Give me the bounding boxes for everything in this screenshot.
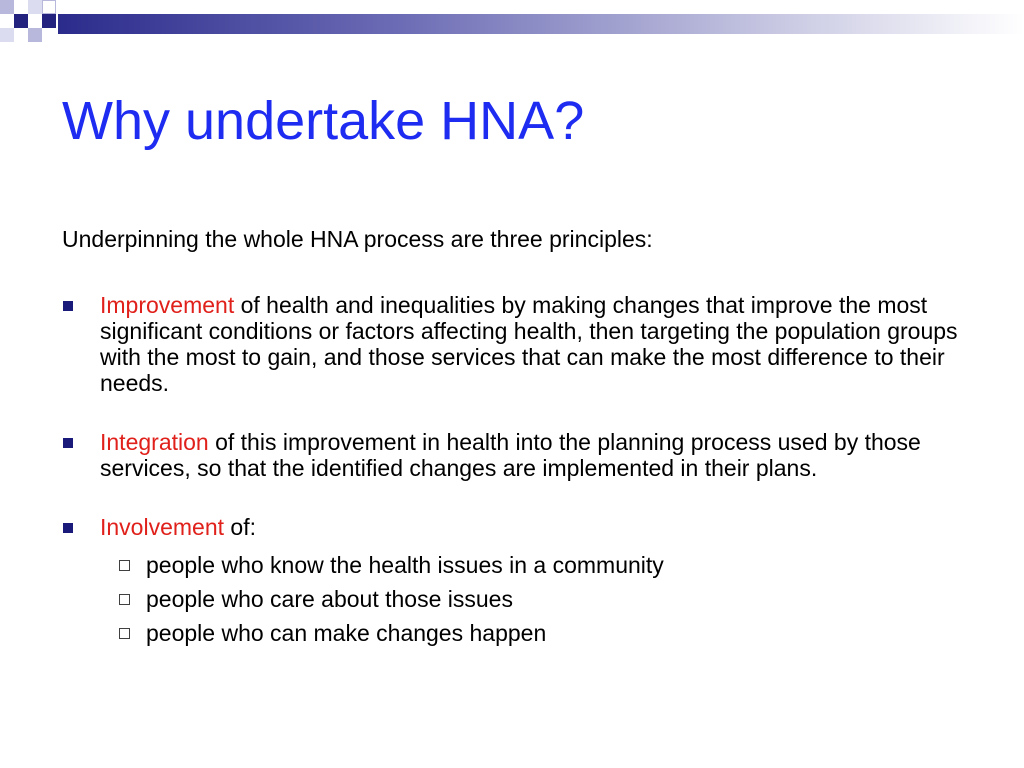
bullet-keyword: Integration — [100, 429, 209, 455]
decorative-square — [42, 0, 56, 14]
sub-bullet-text: people who can make changes happen — [146, 620, 547, 646]
decorative-square — [0, 0, 14, 14]
square-bullet-icon — [63, 523, 73, 533]
bullet-improvement — [62, 292, 962, 396]
hollow-square-bullet-icon — [119, 560, 130, 571]
decorative-square — [42, 14, 56, 28]
bullet-text: of health and inequalities by making changes that improve the most significant conditions or factors affecting health, then targeting the population groups with the most to gain, and those services that can make the most difference to their needs. — [100, 292, 958, 396]
square-bullet-icon — [63, 438, 73, 448]
sub-bullet-item — [100, 548, 962, 582]
sub-bullet-list — [100, 548, 962, 650]
decorative-square — [0, 28, 14, 42]
sub-bullet-text: people who know the health issues in a community — [146, 552, 664, 578]
gradient-bar — [58, 14, 1024, 34]
decorative-square — [14, 14, 28, 28]
sub-bullet-text: people who care about those issues — [146, 586, 513, 612]
bullet-involvement — [62, 514, 962, 650]
header-decoration — [0, 0, 1024, 50]
bullet-list — [62, 292, 962, 650]
bullet-text: of this improvement in health into the planning process used by those services, so that the identified changes are implemented in their plans. — [100, 429, 921, 481]
hollow-square-bullet-icon — [119, 628, 130, 639]
decorative-square — [28, 0, 42, 14]
square-bullet-icon — [63, 301, 73, 311]
bullet-integration — [62, 429, 962, 481]
intro-text: Underpinning the whole HNA process are three principles: — [62, 226, 653, 252]
hollow-square-bullet-icon — [119, 594, 130, 605]
slide-title: Why undertake HNA? — [62, 91, 585, 151]
bullet-keyword: Involvement — [100, 514, 225, 540]
sub-bullet-item — [100, 616, 962, 650]
bullet-keyword: Improvement — [100, 292, 235, 318]
bullet-text: of: — [224, 514, 256, 540]
sub-bullet-item — [100, 582, 962, 616]
decorative-square — [28, 28, 42, 42]
